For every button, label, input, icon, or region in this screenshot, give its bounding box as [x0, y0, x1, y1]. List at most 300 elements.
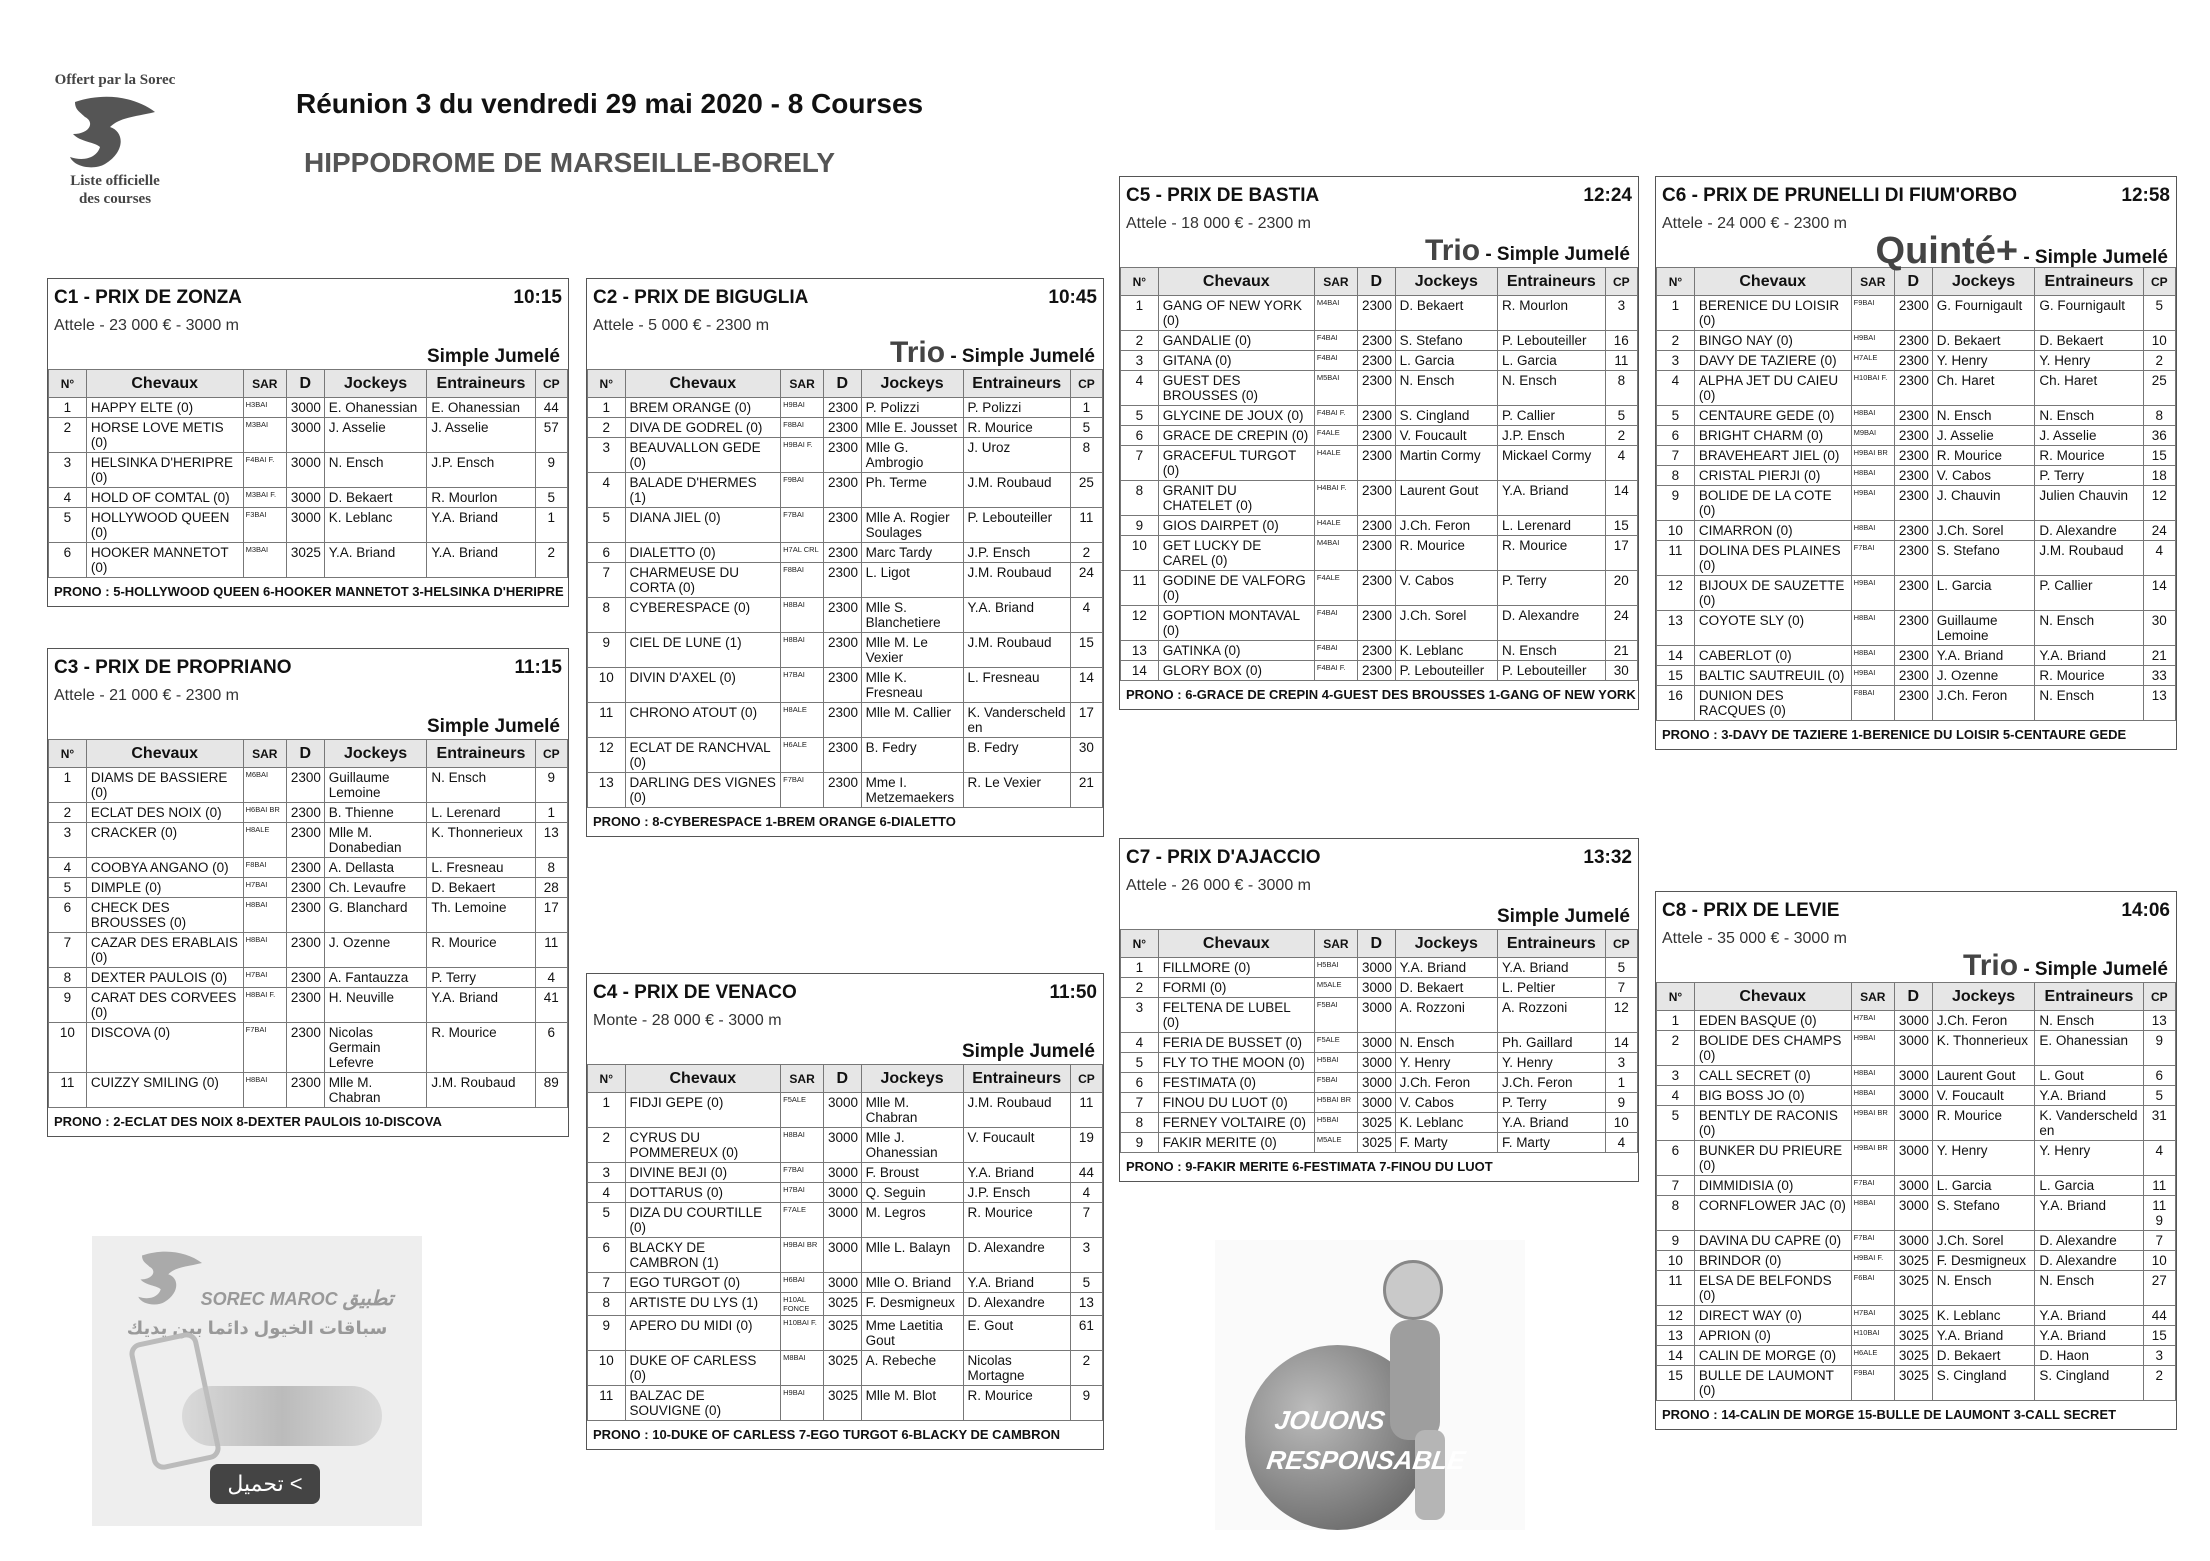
runner-cp: 44 — [2143, 1306, 2175, 1326]
runner-dist: 3000 — [1894, 1031, 1932, 1066]
race-info: Monte - 28 000 € - 3000 m — [593, 1012, 782, 1029]
table-header-row — [1121, 268, 1638, 296]
runner-horse: BINGO NAY (0) — [1694, 331, 1851, 351]
table-row — [1657, 646, 2176, 666]
col-jockey: Jockeys — [1395, 930, 1497, 958]
bet-types — [48, 707, 568, 739]
runner-num: 5 — [588, 1203, 626, 1238]
page-title: Réunion 3 du vendredi 29 mai 2020 - 8 Courses — [296, 88, 924, 119]
runner-cp: 4 — [1070, 598, 1102, 633]
runner-trainer: J. Asselie — [427, 418, 535, 453]
runner-dist: 2300 — [824, 668, 862, 703]
runner-num: 8 — [588, 1293, 626, 1316]
table-row — [588, 668, 1103, 703]
runner-sar: H8BAI — [781, 598, 824, 633]
table-row — [1121, 331, 1638, 351]
table-row — [1121, 446, 1638, 481]
race-header — [587, 974, 1103, 1008]
runner-sar: H9BAI — [1851, 1031, 1894, 1066]
runner-trainer: R. Mourlon — [1497, 296, 1605, 331]
runner-trainer: R. Mourlon — [427, 488, 535, 508]
runner-sar: H6ALE — [781, 738, 824, 773]
runner-cp: 25 — [1070, 473, 1102, 508]
table-row — [1121, 1093, 1638, 1113]
table-row — [49, 488, 568, 508]
runner-trainer: Y. Henry — [1497, 1053, 1605, 1073]
runner-sar: F5ALE — [1314, 1033, 1357, 1053]
runner-cp: 1 — [535, 508, 567, 543]
runner-trainer: Y.A. Briand — [427, 543, 535, 578]
race-header — [1120, 177, 1638, 211]
runner-trainer: Nicolas Mortagne — [963, 1351, 1070, 1386]
col-trainer: Entraineurs — [1497, 930, 1605, 958]
runner-sar: H9BAI — [1851, 666, 1894, 686]
runner-jockey: Y. Henry — [1395, 1053, 1497, 1073]
runner-horse: COOBYA ANGANO (0) — [86, 858, 243, 878]
runner-num: 2 — [1121, 978, 1159, 998]
runner-sar: H9BAI BR — [1851, 446, 1894, 466]
table-row — [49, 968, 568, 988]
runner-sar: F8BAI — [1851, 686, 1894, 721]
runner-cp: 6 — [2143, 1066, 2175, 1086]
runner-sar: H5BAI BR — [1314, 1093, 1357, 1113]
runner-sar: H6BAI — [781, 1273, 824, 1293]
runner-num: 5 — [1657, 406, 1695, 426]
runner-cp: 11 — [2143, 1176, 2175, 1196]
logo-line-2: des courses — [78, 191, 152, 207]
page-subtitle: HIPPODROME DE MARSEILLE-BORELY — [304, 147, 836, 178]
runner-cp: 12 — [1605, 998, 1637, 1033]
runner-trainer: R. Mourice — [427, 1023, 535, 1073]
runner-dist: 2300 — [286, 933, 324, 968]
runner-sar: H8BAI — [1851, 1196, 1894, 1231]
table-row — [1657, 611, 2176, 646]
runner-num: 2 — [49, 803, 87, 823]
runner-dist: 3025 — [1894, 1366, 1932, 1401]
runner-num: 11 — [1657, 1271, 1695, 1306]
runner-num: 10 — [588, 668, 626, 703]
runner-sar: H8BAI — [1851, 466, 1894, 486]
runner-horse: BOLIDE DES CHAMPS (0) — [1694, 1031, 1851, 1066]
runner-num: 10 — [588, 1351, 626, 1386]
runner-sar: H6BAI BR — [243, 803, 286, 823]
table-row — [588, 1386, 1103, 1421]
logo-offered-text: Offert par la Sorec — [54, 72, 176, 88]
runner-trainer: J. Asselie — [2035, 426, 2143, 446]
race-header — [1656, 177, 2176, 211]
runner-horse: BUNKER DU PRIEURE (0) — [1694, 1141, 1851, 1176]
runner-cp: 1 — [1605, 1073, 1637, 1093]
runner-jockey: J.Ch. Sorel — [1932, 1231, 2035, 1251]
runner-cp: 10 — [2143, 1251, 2175, 1271]
runner-dist: 2300 — [1357, 641, 1395, 661]
runner-jockey: A. Rebeche — [861, 1351, 963, 1386]
runner-sar: F8BAI — [243, 858, 286, 878]
runner-trainer: J.P. Ensch — [963, 543, 1070, 563]
runner-trainer: D. Bekaert — [427, 878, 535, 898]
runner-cp: 61 — [1070, 1316, 1102, 1351]
runner-num: 3 — [1657, 351, 1695, 371]
runner-jockey: F. Broust — [861, 1163, 963, 1183]
runner-num: 2 — [1657, 1031, 1695, 1066]
col-trainer: Entraineurs — [2035, 983, 2143, 1011]
table-header-row — [588, 370, 1103, 398]
runner-num: 8 — [1121, 481, 1159, 516]
runner-horse: FERNEY VOLTAIRE (0) — [1158, 1113, 1314, 1133]
runner-dist: 3000 — [1894, 1231, 1932, 1251]
runner-jockey: R. Mourice — [1932, 446, 2035, 466]
bet-types — [48, 337, 568, 369]
runner-trainer: F. Marty — [1497, 1133, 1605, 1153]
runner-num: 10 — [1657, 1251, 1695, 1271]
race-c2-card — [586, 278, 1104, 837]
col-cp: CP — [1605, 268, 1637, 296]
runner-sar: F9BAI — [1851, 296, 1894, 331]
runner-dist: 3000 — [286, 398, 324, 418]
sorec-app-ad[interactable] — [92, 1236, 422, 1526]
runner-dist: 2300 — [1894, 611, 1932, 646]
runner-jockey: Y.A. Briand — [324, 543, 427, 578]
runner-trainer: E. Gout — [963, 1316, 1070, 1351]
runner-num: 7 — [1121, 1093, 1159, 1113]
runner-jockey: Ch. Levaufre — [324, 878, 427, 898]
runner-horse: BLACKY DE CAMBRON (1) — [625, 1238, 781, 1273]
logo-line-1: Liste officielle — [70, 173, 160, 189]
runner-horse: APRION (0) — [1694, 1326, 1851, 1346]
runner-jockey: S. Cingland — [1932, 1366, 2035, 1401]
runner-trainer: D. Alexandre — [1497, 606, 1605, 641]
runner-num: 12 — [1657, 1306, 1695, 1326]
runner-cp: 9 — [535, 768, 567, 803]
runner-trainer: K. Thonnerieux — [427, 823, 535, 858]
race-time: 14:06 — [2121, 900, 2170, 921]
runner-trainer: R. Le Vexier — [963, 773, 1070, 808]
runner-dist: 3025 — [1357, 1133, 1395, 1153]
runner-jockey: L. Garcia — [1395, 351, 1497, 371]
runner-trainer: Y.A. Briand — [2035, 1326, 2143, 1346]
runner-horse: GODINE DE VALFORG (0) — [1158, 571, 1314, 606]
runner-num: 16 — [1657, 686, 1695, 721]
runner-horse: BRINDOR (0) — [1694, 1251, 1851, 1271]
runner-dist: 2300 — [824, 563, 862, 598]
runner-trainer: J.M. Roubaud — [963, 1093, 1070, 1128]
runner-dist: 3000 — [1894, 1086, 1932, 1106]
col-dist: D — [286, 370, 324, 398]
runner-horse: HAPPY ELTE (0) — [86, 398, 243, 418]
table-row — [588, 473, 1103, 508]
runner-num: 2 — [588, 1128, 626, 1163]
runner-jockey: V. Cabos — [1932, 466, 2035, 486]
runner-horse: FORMI (0) — [1158, 978, 1314, 998]
runner-cp: 31 — [2143, 1106, 2175, 1141]
race-header — [48, 649, 568, 683]
race-time: 10:45 — [1048, 287, 1097, 308]
runner-num: 2 — [49, 418, 87, 453]
race-prono: PRONO : 10-DUKE OF CARLESS 7-EGO TURGOT 6-BLACKY DE CAMBRON — [593, 1427, 1061, 1442]
runner-sar: H9BAI — [1851, 331, 1894, 351]
runner-num: 9 — [588, 1316, 626, 1351]
runner-dist: 2300 — [824, 418, 862, 438]
table-row — [588, 633, 1103, 668]
col-jockey: Jockeys — [324, 370, 427, 398]
runner-horse: CAZAR DES ERABLAIS (0) — [86, 933, 243, 968]
bet-types — [587, 337, 1103, 369]
col-cp: CP — [535, 740, 567, 768]
runner-horse: CRACKER (0) — [86, 823, 243, 858]
bet-types — [1656, 230, 2176, 272]
table-row — [1657, 1066, 2176, 1086]
runner-dist: 2300 — [1894, 646, 1932, 666]
runner-trainer: G. Fournigault — [2035, 296, 2143, 331]
runner-cp: 11 9 — [2143, 1196, 2175, 1231]
runner-cp: 2 — [1070, 543, 1102, 563]
runner-num: 11 — [588, 1386, 626, 1421]
download-button[interactable]: تحميل < — [210, 1464, 320, 1504]
runner-trainer: J.M. Roubaud — [963, 633, 1070, 668]
runner-num: 1 — [49, 398, 87, 418]
runners-table — [1120, 929, 1638, 1153]
runner-dist: 2300 — [824, 773, 862, 808]
col-horse: Chevaux — [625, 1065, 781, 1093]
runner-dist: 2300 — [1357, 481, 1395, 516]
runner-horse: DAVY DE TAZIERE (0) — [1694, 351, 1851, 371]
runner-sar: H9BAI — [1851, 576, 1894, 611]
runner-trainer: V. Foucault — [963, 1128, 1070, 1163]
runner-horse: FLY TO THE MOON (0) — [1158, 1053, 1314, 1073]
runner-cp: 9 — [1605, 1093, 1637, 1113]
runner-cp: 3 — [2143, 1346, 2175, 1366]
runner-cp: 21 — [1070, 773, 1102, 808]
runner-sar: H10BAI F. — [781, 1316, 824, 1351]
runner-horse: BIG BOSS JO (0) — [1694, 1086, 1851, 1106]
runner-sar: H4ALE — [1314, 446, 1357, 481]
table-row — [49, 898, 568, 933]
table-row — [1657, 1011, 2176, 1031]
race-info: Attele - 21 000 € - 2300 m — [54, 687, 239, 704]
runner-trainer: J.Ch. Feron — [1497, 1073, 1605, 1093]
table-row — [1121, 998, 1638, 1033]
runner-sar: H8BAI — [1851, 611, 1894, 646]
runner-dist: 2300 — [1894, 686, 1932, 721]
runner-trainer: S. Cingland — [2035, 1366, 2143, 1401]
runner-trainer: A. Rozzoni — [1497, 998, 1605, 1033]
runner-sar: H8BAI — [781, 1128, 824, 1163]
table-row — [1121, 1073, 1638, 1093]
runner-dist: 3000 — [824, 1128, 862, 1163]
runner-trainer: L. Gout — [2035, 1066, 2143, 1086]
runner-sar: F4ALE — [1314, 426, 1357, 446]
runner-trainer: P. Callier — [2035, 576, 2143, 611]
runner-num: 13 — [588, 773, 626, 808]
runner-dist: 2300 — [1357, 351, 1395, 371]
runner-jockey: R. Mourice — [1395, 536, 1497, 571]
runner-num: 6 — [1657, 426, 1695, 446]
runner-sar: H9BAI BR — [1851, 1106, 1894, 1141]
runner-dist: 2300 — [286, 968, 324, 988]
runner-cp: 14 — [1070, 668, 1102, 703]
runner-num: 1 — [1657, 296, 1695, 331]
runner-dist: 2300 — [824, 398, 862, 418]
runner-horse: BEAUVALLON GEDE (0) — [625, 438, 781, 473]
col-trainer: Entraineurs — [1497, 268, 1605, 296]
runner-dist: 2300 — [286, 858, 324, 878]
runner-horse: GET LUCKY DE CAREL (0) — [1158, 536, 1314, 571]
runner-trainer: D. Haon — [2035, 1346, 2143, 1366]
bet-types — [1656, 950, 2176, 982]
runner-sar: H7BAI — [243, 878, 286, 898]
runner-horse: HELSINKA D'HERIPRE (0) — [86, 453, 243, 488]
runner-sar: H6ALE — [1851, 1346, 1894, 1366]
runner-dist: 2300 — [1357, 426, 1395, 446]
runner-cp: 13 — [2143, 686, 2175, 721]
runner-num: 8 — [1121, 1113, 1159, 1133]
runner-horse: FILLMORE (0) — [1158, 958, 1314, 978]
runner-horse: BREM ORANGE (0) — [625, 398, 781, 418]
col-dist: D — [1357, 930, 1395, 958]
runner-trainer: R. Mourice — [427, 933, 535, 968]
runner-num: 11 — [588, 703, 626, 738]
runner-sar: M4BAI — [1314, 296, 1357, 331]
runner-sar: H8BAI — [1851, 1066, 1894, 1086]
runner-jockey: D. Bekaert — [1395, 296, 1497, 331]
race-time: 10:15 — [513, 287, 562, 308]
runner-trainer: Y. Henry — [2035, 351, 2143, 371]
race-c7-card — [1119, 838, 1639, 1182]
runner-trainer: P. Terry — [427, 968, 535, 988]
runner-cp: 9 — [2143, 1031, 2175, 1066]
runner-horse: CUIZZY SMILING (0) — [86, 1073, 243, 1108]
runner-dist: 3000 — [1357, 978, 1395, 998]
runner-trainer: Y.A. Briand — [963, 1163, 1070, 1183]
runner-cp: 5 — [1070, 1273, 1102, 1293]
runner-jockey: Mlle M. Chabran — [861, 1093, 963, 1128]
col-trainer: Entraineurs — [963, 370, 1070, 398]
col-horse: Chevaux — [86, 370, 243, 398]
runner-dist: 2300 — [824, 473, 862, 508]
race-prono: PRONO : 14-CALIN DE MORGE 15-BULLE DE LAUMONT 3-CALL SECRET — [1662, 1407, 2117, 1422]
runner-horse: BALADE D'HERMES (1) — [625, 473, 781, 508]
runner-dist: 3000 — [286, 488, 324, 508]
runner-jockey: Mlle M. Donabedian — [324, 823, 427, 858]
table-row — [588, 398, 1103, 418]
runner-jockey: N. Ensch — [1395, 371, 1497, 406]
runner-horse: ALPHA JET DU CAIEU (0) — [1694, 371, 1851, 406]
table-row — [588, 563, 1103, 598]
runner-jockey: A. Fantauzza — [324, 968, 427, 988]
horse-head-icon — [65, 92, 165, 172]
runner-horse: HOOKER MANNETOT (0) — [86, 543, 243, 578]
runner-num: 10 — [1657, 521, 1695, 541]
runner-trainer: P. Lebouteiller — [1497, 331, 1605, 351]
runner-jockey: D. Bekaert — [1932, 331, 2035, 351]
runner-num: 8 — [49, 968, 87, 988]
col-jockey: Jockeys — [324, 740, 427, 768]
runner-jockey: Y.A. Briand — [1932, 646, 2035, 666]
runner-jockey: F. Marty — [1395, 1133, 1497, 1153]
runners-table — [587, 1064, 1103, 1421]
runner-jockey: L. Garcia — [1932, 576, 2035, 611]
runner-num: 3 — [49, 453, 87, 488]
runner-dist: 2300 — [1357, 446, 1395, 481]
runner-trainer: L. Lerenard — [1497, 516, 1605, 536]
mascot-body-icon — [1390, 1320, 1440, 1440]
runner-horse: EDEN BASQUE (0) — [1694, 1011, 1851, 1031]
runner-horse: BRAVEHEART JIEL (0) — [1694, 446, 1851, 466]
runner-sar: H7BAI — [1851, 1306, 1894, 1326]
runner-sar: M9BAI — [1851, 426, 1894, 446]
runner-jockey: J.Ch. Feron — [1395, 516, 1497, 536]
table-row — [49, 508, 568, 543]
runner-jockey: N. Ensch — [1932, 406, 2035, 426]
table-row — [1657, 576, 2176, 611]
runner-jockey: Mlle E. Jousset — [861, 418, 963, 438]
table-row — [49, 453, 568, 488]
runner-horse: CALL SECRET (0) — [1694, 1066, 1851, 1086]
runners-table — [48, 369, 568, 578]
table-row — [1121, 351, 1638, 371]
runner-jockey: K. Leblanc — [1395, 1113, 1497, 1133]
table-row — [1121, 1133, 1638, 1153]
runner-dist: 3025 — [1894, 1326, 1932, 1346]
runner-num: 3 — [588, 1163, 626, 1183]
runner-sar: F7BAI — [1851, 1176, 1894, 1196]
runner-num: 4 — [1121, 1033, 1159, 1053]
runner-horse: DIAMS DE BASSIERE (0) — [86, 768, 243, 803]
runner-sar: H8BAI — [1851, 1086, 1894, 1106]
runner-num: 9 — [1657, 1231, 1695, 1251]
col-sar: SAR — [243, 370, 286, 398]
runner-sar: H9BAI BR — [781, 1238, 824, 1273]
runner-cp: 33 — [2143, 666, 2175, 686]
runner-cp: 24 — [1070, 563, 1102, 598]
bet-main: Trio — [1963, 949, 2019, 982]
col-trainer: Entraineurs — [427, 740, 535, 768]
runner-trainer: N. Ensch — [2035, 1271, 2143, 1306]
runner-jockey: K. Leblanc — [1395, 641, 1497, 661]
runner-trainer: Y.A. Briand — [1497, 1113, 1605, 1133]
bet-secondary: Simple Jumelé — [961, 1041, 1095, 1062]
runner-horse: BENTLY DE RACONIS (0) — [1694, 1106, 1851, 1141]
runner-dist: 2300 — [1357, 516, 1395, 536]
runner-trainer: J.P. Ensch — [963, 1183, 1070, 1203]
runner-trainer: L. Fresneau — [963, 668, 1070, 703]
col-num: N° — [588, 1065, 626, 1093]
runner-num: 9 — [1121, 516, 1159, 536]
runner-dist: 3025 — [1894, 1306, 1932, 1326]
runner-dist: 2300 — [286, 823, 324, 858]
runner-dist: 3025 — [824, 1293, 862, 1316]
runner-num: 14 — [1657, 646, 1695, 666]
runner-num: 15 — [1657, 666, 1695, 686]
runner-num: 7 — [1657, 446, 1695, 466]
runner-dist: 2300 — [1357, 296, 1395, 331]
runner-trainer: N. Ensch — [2035, 611, 2143, 646]
runner-cp: 3 — [1605, 296, 1637, 331]
col-horse: Chevaux — [1694, 268, 1851, 296]
runner-trainer: P. Terry — [1497, 1093, 1605, 1113]
col-num: N° — [588, 370, 626, 398]
runner-sar: M3BAI — [243, 543, 286, 578]
col-cp: CP — [1605, 930, 1637, 958]
race-c1-card — [47, 278, 569, 607]
runner-horse: CIMARRON (0) — [1694, 521, 1851, 541]
runner-sar: H4ALE — [1314, 516, 1357, 536]
runner-sar: F7BAI — [781, 508, 824, 543]
runner-dist: 2300 — [286, 1073, 324, 1108]
runner-jockey: G. Blanchard — [324, 898, 427, 933]
runner-cp: 14 — [1605, 1033, 1637, 1053]
runner-horse: CYBERESPACE (0) — [625, 598, 781, 633]
